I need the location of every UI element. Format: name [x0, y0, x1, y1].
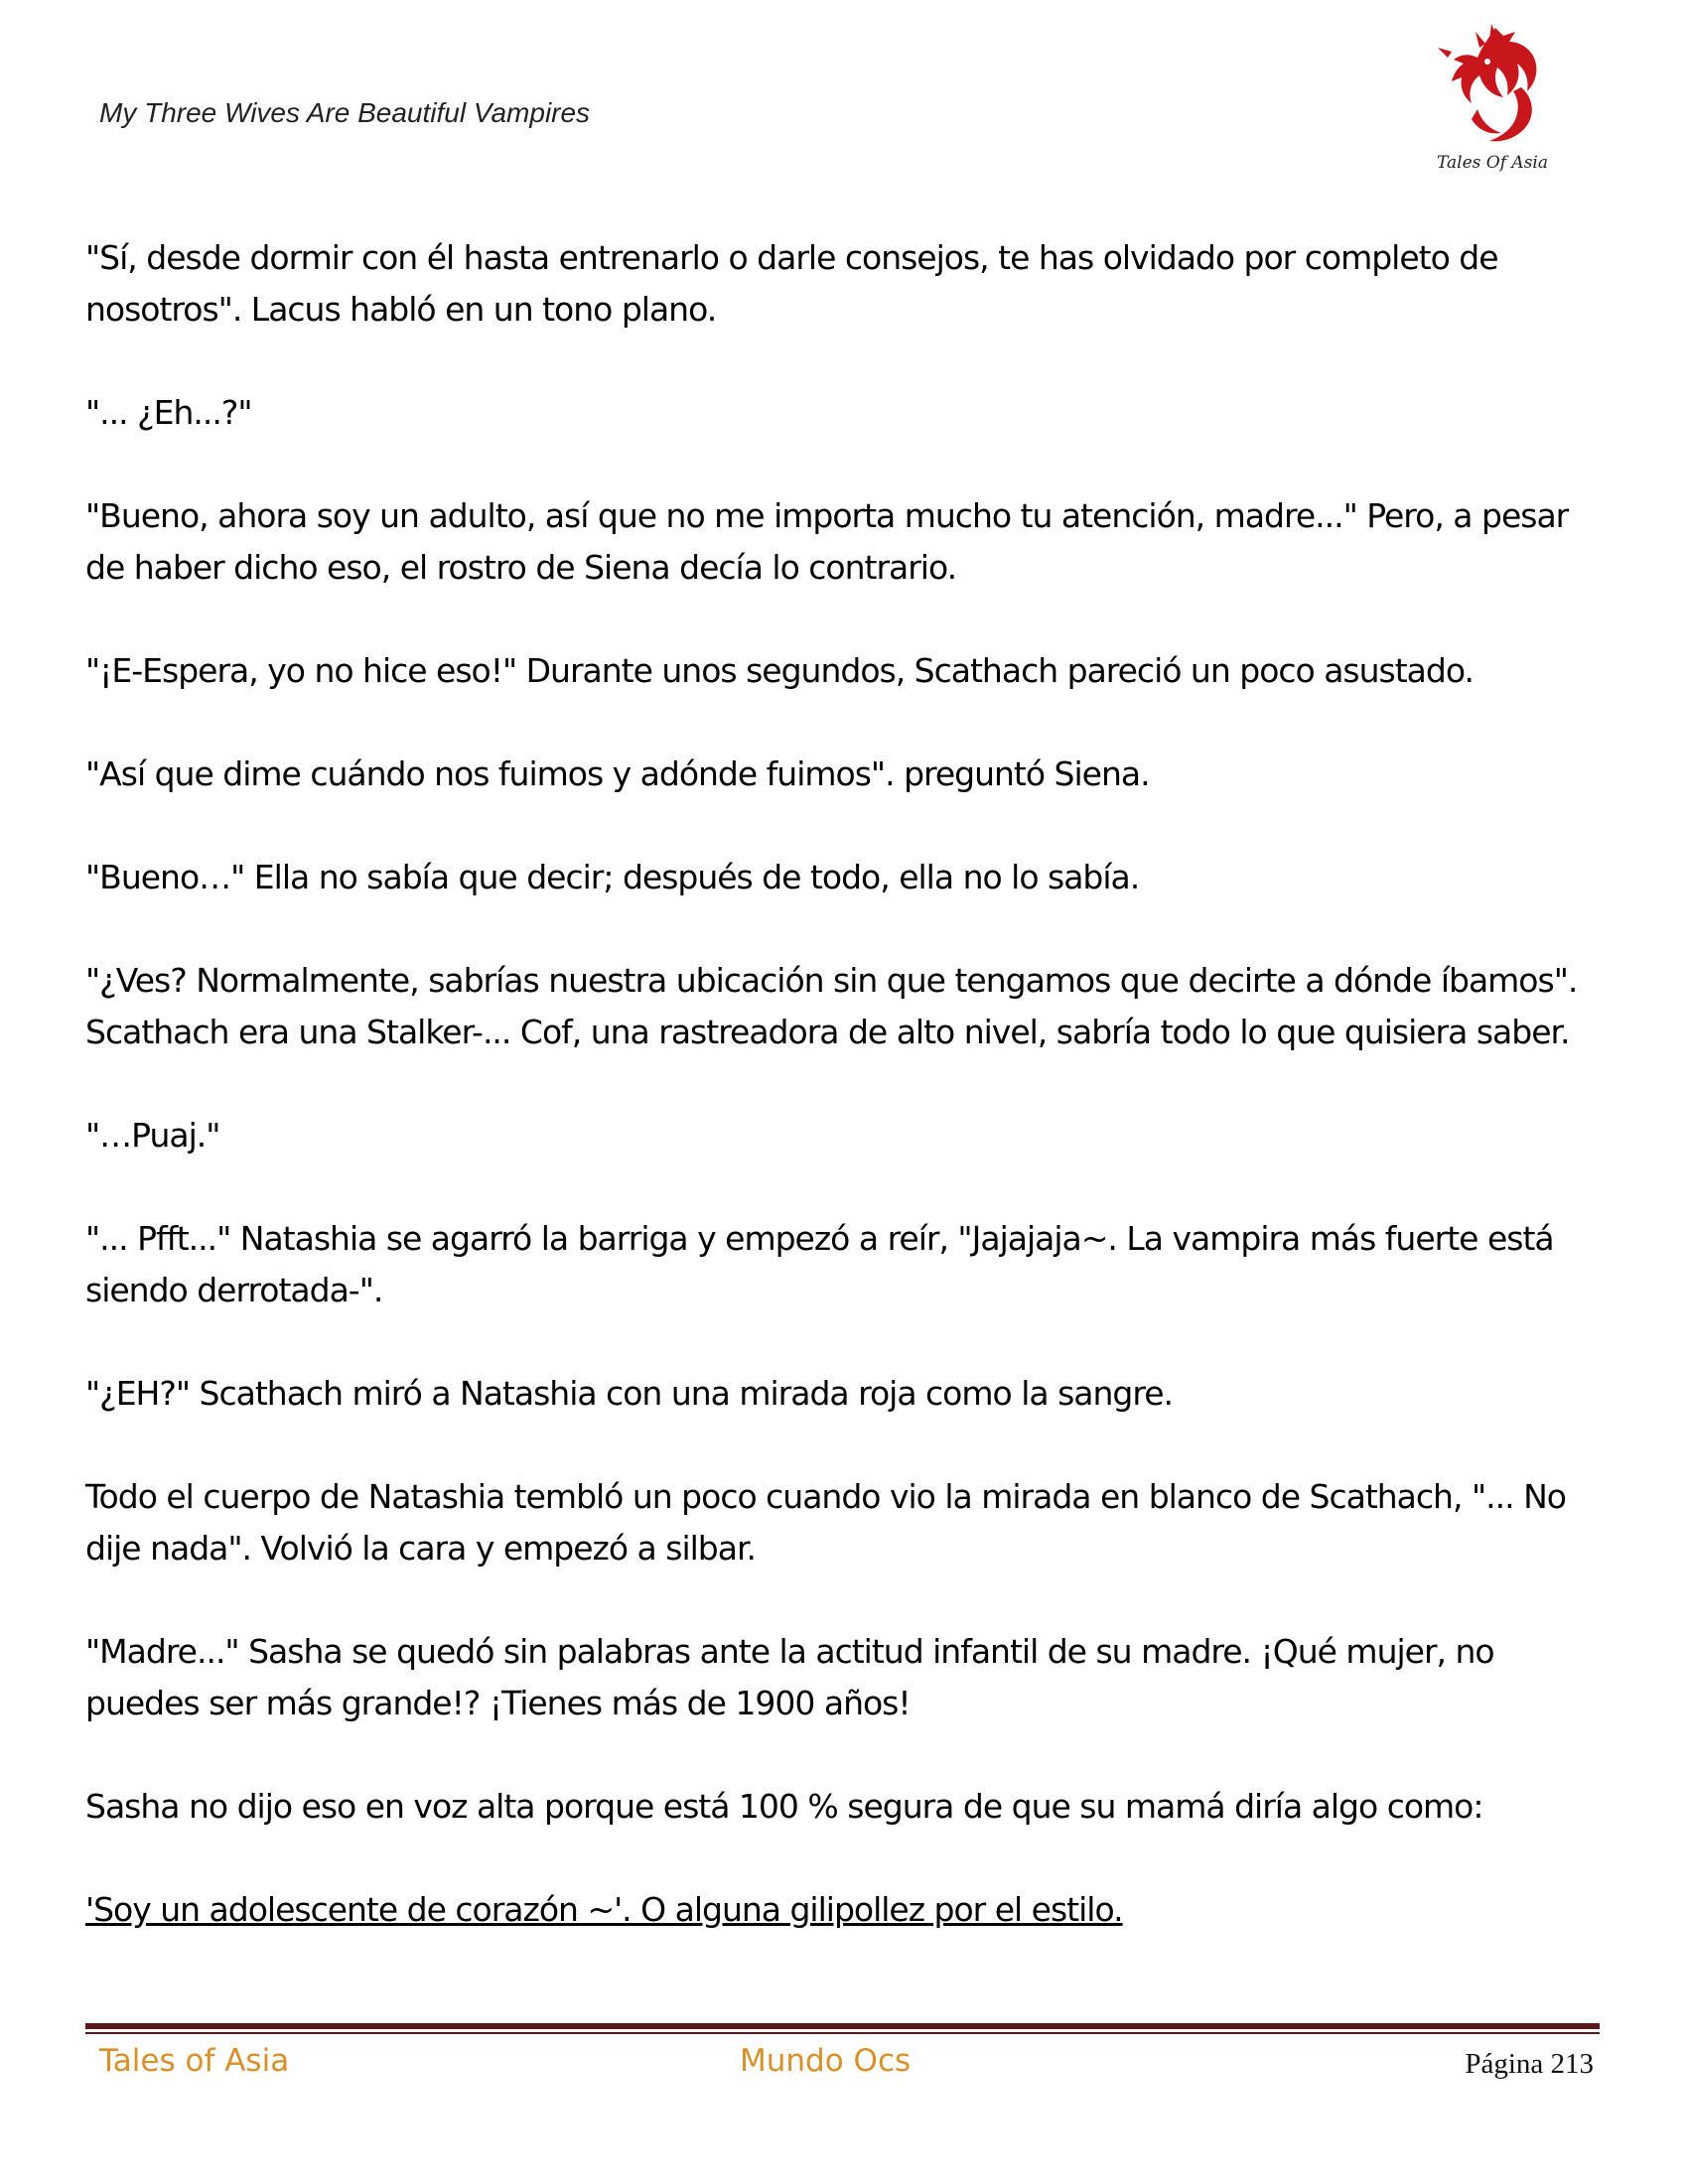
paragraph: "Así que dime cuándo nos fuimos y adónde fuimos". preguntó Siena. [85, 754, 1150, 793]
book-title: My Three Wives Are Beautiful Vampires [99, 97, 591, 128]
tales-of-asia-logo [1418, 18, 1567, 182]
paragraph: "Bueno, ahora soy un adulto, así que no me importa mucho tu atención, madre..." Pero, a pesar de haber dicho eso, el rostro de Siena decía lo contrario. [85, 496, 1569, 587]
paragraph: Todo el cuerpo de Natashia tembló un poco cuando vio la mirada en blanco de Scathach, "... No dije nada". Volvió la cara y empezó a silbar. [85, 1477, 1566, 1568]
footer-divider-thin [85, 2032, 1600, 2034]
paragraph: "¡E-Espera, yo no hice eso!" Durante unos segundos, Scathach pareció un poco asustado. [85, 651, 1474, 690]
paragraph: "¿Ves? Normalmente, sabrías nuestra ubicación sin que tengamos que decirte a dónde íbamos". Scathach era una Stalker-... Cof, una rastreadora de alto nivel, sabría todo lo que quisiera saber. [85, 961, 1578, 1051]
paragraph: "... ¿Eh...?" [85, 393, 252, 432]
paragraph: "Madre..." Sasha se quedó sin palabras ante la actitud infantil de su madre. ¡Qué mujer, no puedes ser más grande!? ¡Tienes más de 1900 años! [85, 1632, 1494, 1722]
paragraph-last: 'Soy un adolescente de corazón ~'. O alguna gilipollez por el estilo. [85, 1890, 1123, 1929]
footer-section: Mundo Ocs [740, 2043, 912, 2079]
paragraph: Sasha no dijo eso en voz alta porque está 100 % segura de que su mamá diría algo como: [85, 1787, 1483, 1826]
footer-publisher: Tales of Asia [99, 2043, 290, 2079]
paragraph: "…Puaj." [85, 1116, 220, 1155]
paragraph: "... Pfft..." Natashia se agarró la barriga y empezó a reír, "Jajajaja~. La vampira más fuerte está siendo derrotada-". [85, 1219, 1554, 1309]
logo-text: Tales Of Asia [1437, 153, 1548, 173]
chapter-body [85, 232, 1615, 1936]
footer-divider [85, 2023, 1600, 2029]
page-number: Página 213 [1465, 2048, 1594, 2080]
paragraph: "Bueno…" Ella no sabía que decir; después de todo, ella no lo sabía. [85, 858, 1140, 896]
paragraph: "Sí, desde dormir con él hasta entrenarlo o darle consejos, te has olvidado por completo de nosotros". Lacus habló en un tono plano. [85, 238, 1498, 329]
red-dragon-icon [1418, 18, 1567, 157]
paragraph: "¿EH?" Scathach miró a Natashia con una mirada roja como la sangre. [85, 1374, 1173, 1413]
